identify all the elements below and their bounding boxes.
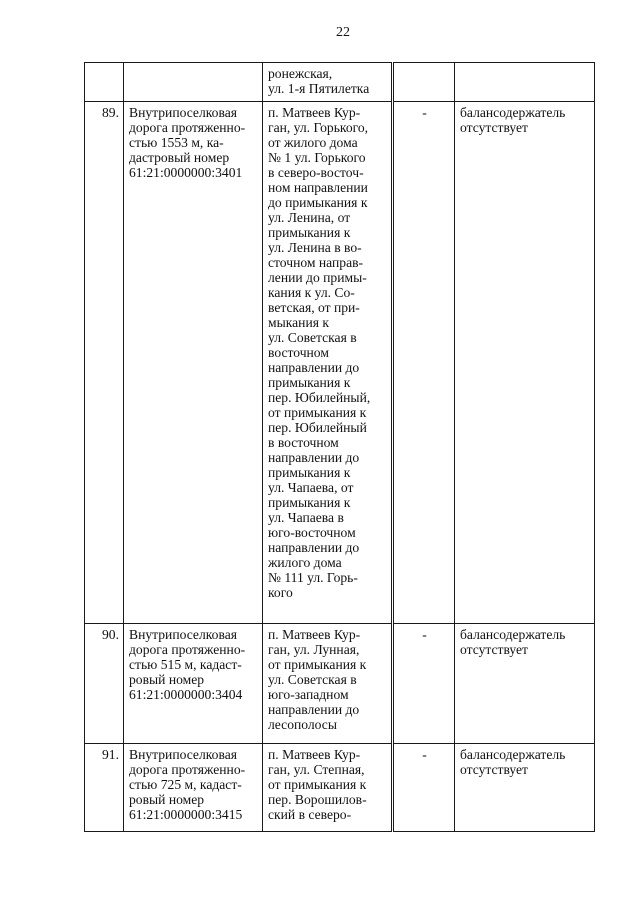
location-line: примыкания к (268, 495, 351, 510)
name-line: Внутрипоселковая (129, 747, 237, 762)
owner-line: отсутствует (460, 120, 529, 135)
table-row (85, 744, 595, 832)
location-line: примыкания к (268, 465, 351, 480)
location-line: ган, ул. Лунная, (268, 642, 360, 657)
table-row (85, 102, 595, 624)
location-line: ул. Чапаева в (268, 510, 344, 525)
length-cell (393, 744, 455, 832)
location-line: ул. Чапаева, от (268, 480, 354, 495)
name-line: Внутрипоселковая (129, 105, 237, 120)
page-number: 22 (336, 25, 350, 40)
name-line: дорога протяженно- (129, 762, 246, 777)
name-line: Внутрипоселковая (129, 627, 237, 642)
road-location-cell (263, 624, 393, 744)
location-line: от примыкания к (268, 777, 367, 792)
name-line: 61:21:0000000:3415 (129, 807, 243, 822)
location-line: кого (268, 585, 293, 600)
owner-line: балансодержатель (460, 105, 566, 120)
owner-line: балансодержатель (460, 627, 566, 642)
location-line: ул. Советская в (268, 672, 357, 687)
name-line: 61:21:0000000:3404 (129, 687, 243, 702)
dash-text: - (422, 627, 427, 642)
location-line: пер. Юбилейный, (268, 390, 371, 405)
location-line: № 1 ул. Горького (268, 150, 366, 165)
registry-table-body (85, 63, 595, 832)
location-line: примыкания к (268, 225, 351, 240)
owner-line: балансодержатель (460, 747, 566, 762)
road-name-cell (124, 102, 263, 624)
location-line: ган, ул. Горького, (268, 120, 369, 135)
location-line: направлении до (268, 360, 360, 375)
location-line: ский в северо- (268, 807, 352, 822)
owner-cell (455, 102, 595, 624)
num-text: 90. (102, 627, 119, 642)
location-line: пер. Юбилейный (268, 420, 367, 435)
location-line: ронежская, (268, 66, 333, 81)
road-name-cell (124, 624, 263, 744)
num-text: 91. (102, 747, 119, 762)
name-line: стью 1553 м, ка- (129, 135, 224, 150)
name-line: дорога протяженно- (129, 120, 246, 135)
length-cell (393, 624, 455, 744)
table-row (85, 63, 595, 102)
name-line: ровый номер (129, 672, 205, 687)
location-line: восточном (268, 345, 329, 360)
location-line: направлении до (268, 540, 360, 555)
table-row (85, 624, 595, 744)
owner-line: отсутствует (460, 642, 529, 657)
road-location-cell (263, 63, 393, 102)
location-line: направлении до (268, 702, 360, 717)
name-line: дорога протяженно- (129, 642, 246, 657)
row-number-cell (85, 63, 124, 102)
dash-text: - (422, 747, 427, 762)
location-line: № 111 ул. Горь- (268, 570, 358, 585)
location-line: ул. 1-я Пятилетка (268, 81, 370, 96)
location-line: примыкания к (268, 375, 351, 390)
num-text: 89. (102, 105, 119, 120)
location-line: от примыкания к (268, 657, 367, 672)
location-line: в северо-восточ- (268, 165, 364, 180)
location-line: до примыкания к (268, 195, 368, 210)
road-name-cell (124, 744, 263, 832)
location-line: от примыкания к (268, 405, 367, 420)
location-line: юго-восточном (268, 525, 356, 540)
location-line: п. Матвеев Кур- (268, 747, 361, 762)
location-line: ган, ул. Степная, (268, 762, 365, 777)
owner-line: отсутствует (460, 762, 529, 777)
location-line: ном направлении (268, 180, 368, 195)
location-line: жилого дома (268, 555, 342, 570)
name-line: ровый номер (129, 792, 205, 807)
name-line: стью 725 м, кадаст- (129, 777, 242, 792)
length-cell (393, 63, 455, 102)
row-number-cell (85, 102, 124, 624)
location-line: в восточном (268, 435, 339, 450)
location-line: направлении до (268, 450, 360, 465)
location-line: пер. Ворошилов- (268, 792, 367, 807)
name-line: 61:21:0000000:3401 (129, 165, 243, 180)
location-line: лении до примы- (268, 270, 367, 285)
owner-cell (455, 63, 595, 102)
location-line: ветская, от при- (268, 300, 360, 315)
name-line: дастровый номер (129, 150, 230, 165)
location-line: ул. Ленина, от (268, 210, 351, 225)
location-line: п. Матвеев Кур- (268, 627, 361, 642)
length-cell (393, 102, 455, 624)
owner-cell (455, 624, 595, 744)
owner-cell (455, 744, 595, 832)
location-line: сточном направ- (268, 255, 364, 270)
location-line: юго-западном (268, 687, 349, 702)
location-line: лесополосы (268, 717, 337, 732)
location-line: ул. Советская в (268, 330, 357, 345)
road-location-cell (263, 102, 393, 624)
name-line: стью 515 м, кадаст- (129, 657, 242, 672)
row-number-cell (85, 624, 124, 744)
road-name-cell (124, 63, 263, 102)
roads-registry-table (84, 62, 595, 832)
location-line: кания к ул. Со- (268, 285, 355, 300)
location-line: мыкания к (268, 315, 329, 330)
dash-text: - (422, 105, 427, 120)
location-line: п. Матвеев Кур- (268, 105, 361, 120)
location-line: от жилого дома (268, 135, 358, 150)
location-line: ул. Ленина в во- (268, 240, 362, 255)
row-number-cell (85, 744, 124, 832)
road-location-cell (263, 744, 393, 832)
